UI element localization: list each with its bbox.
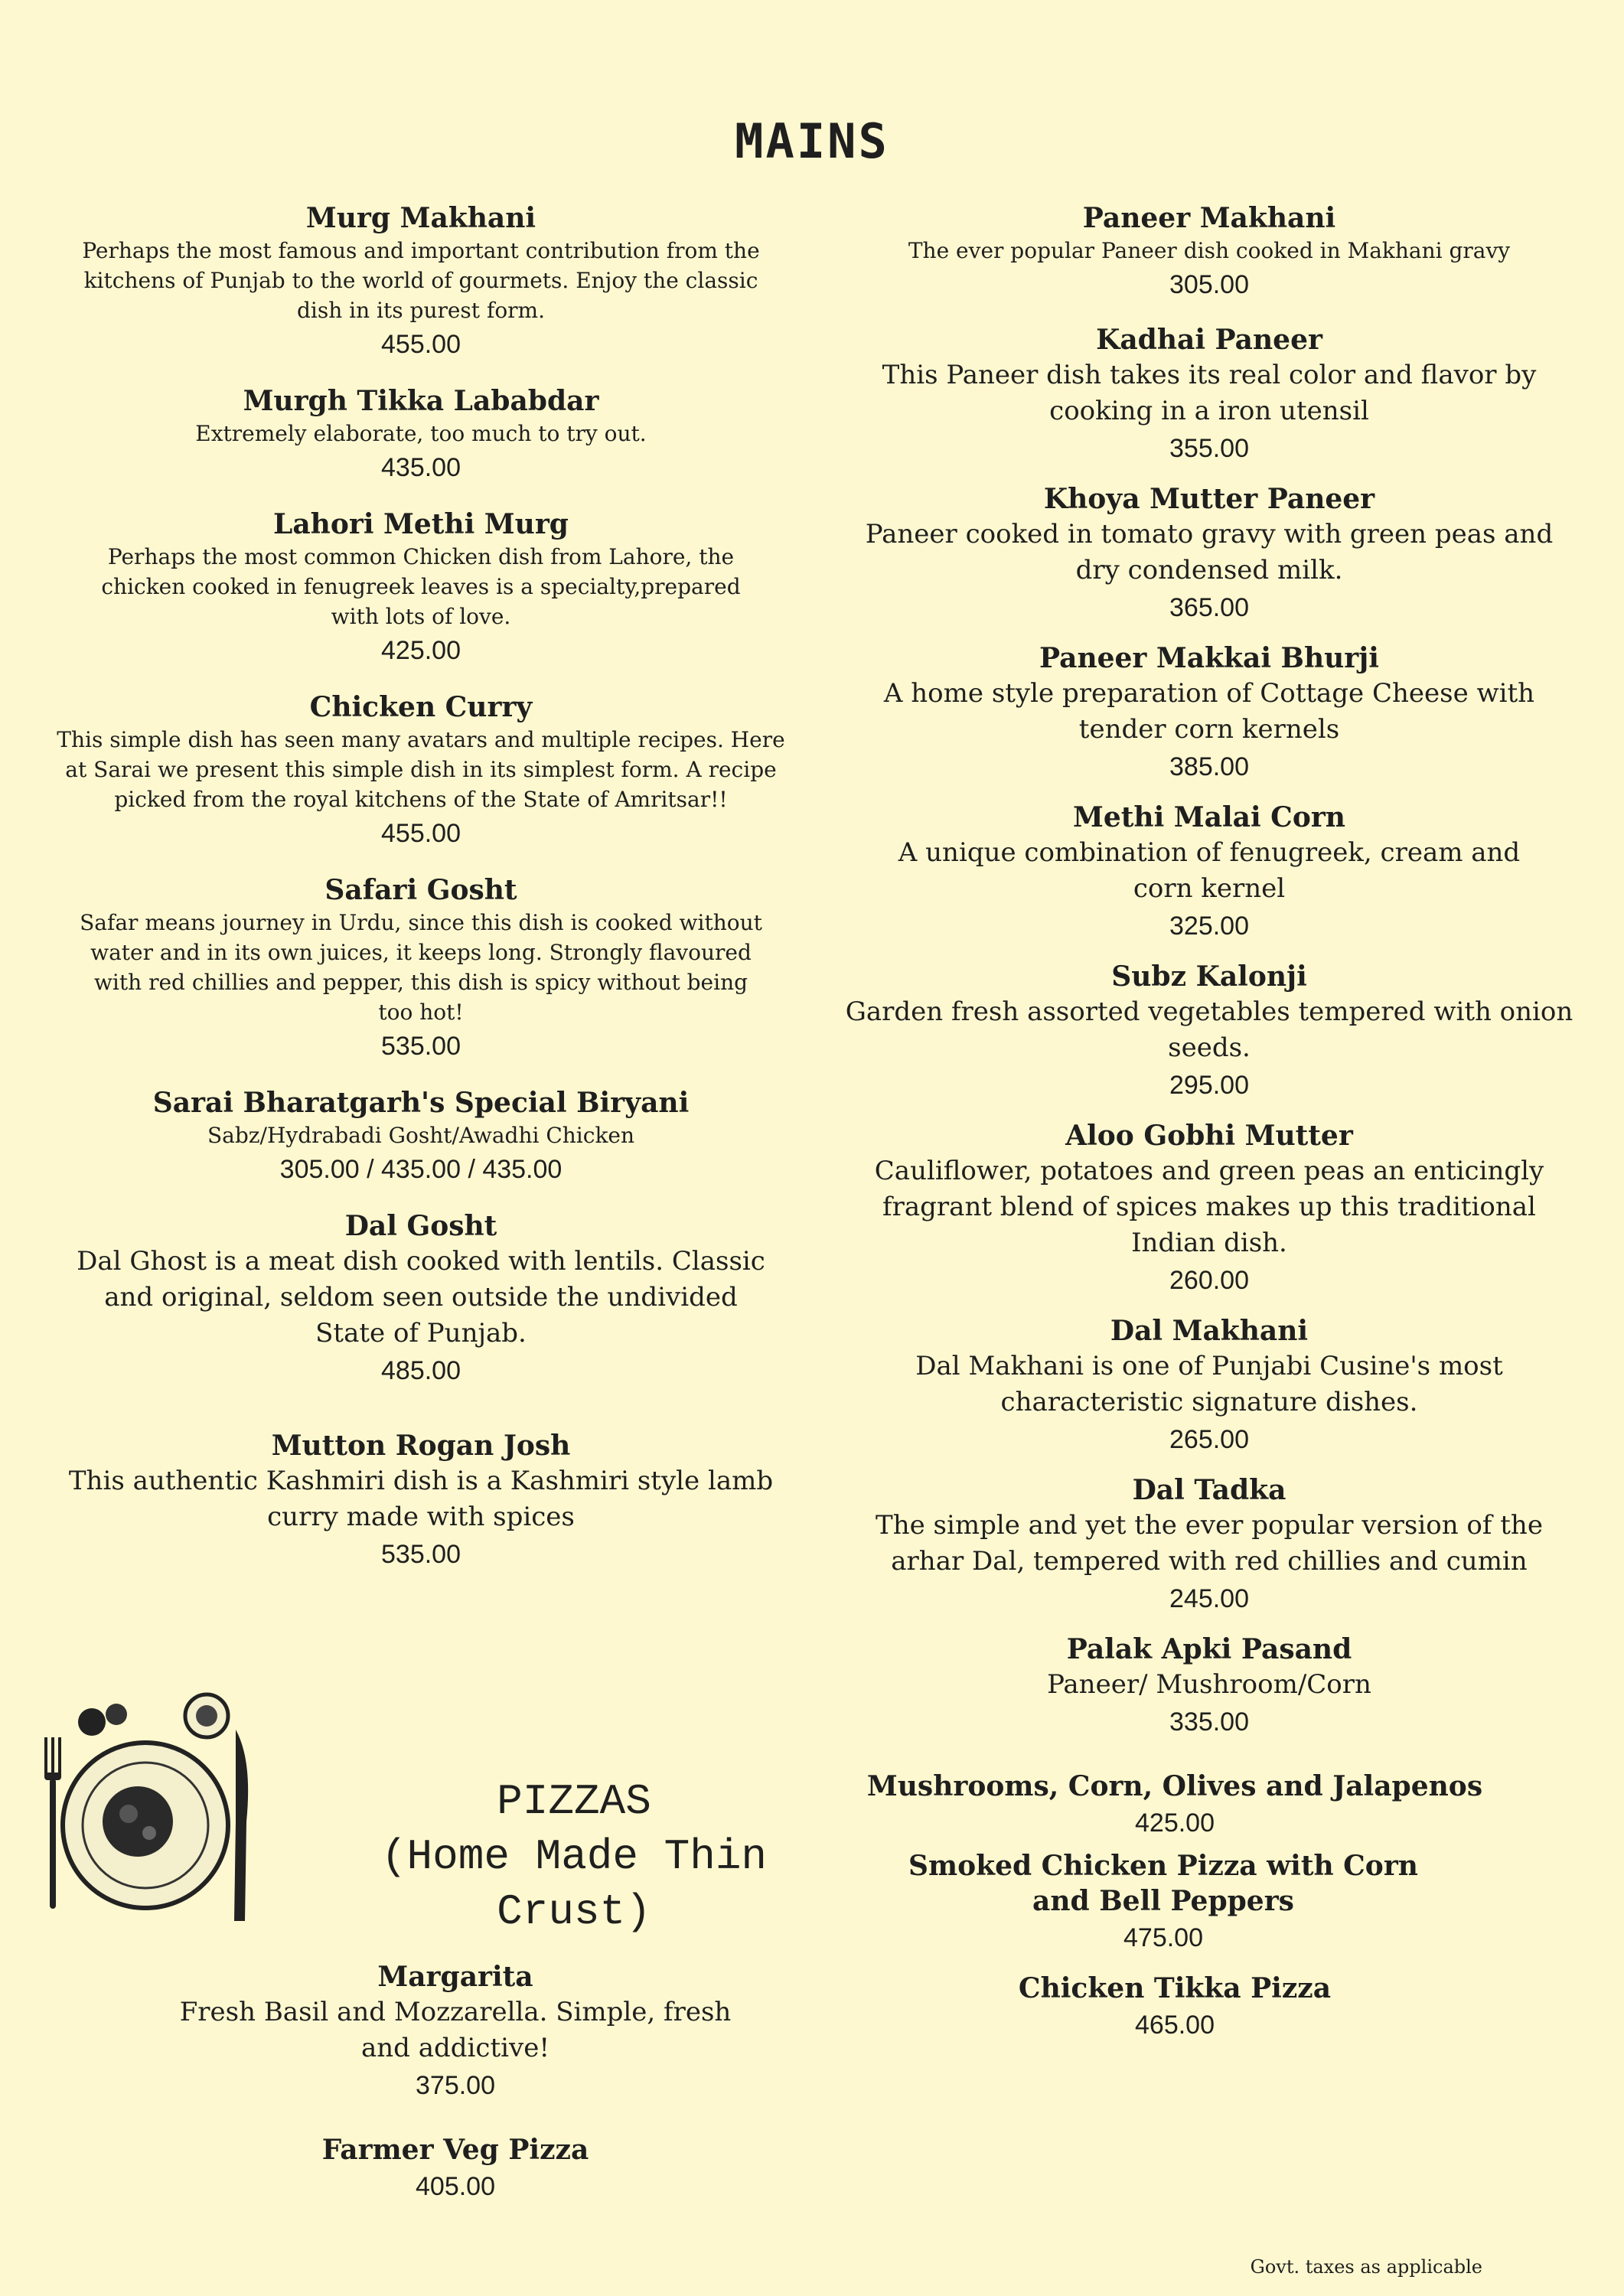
item-price: 385.00 <box>1169 752 1249 781</box>
item-description: Perhaps the most famous and important contribution from the kitchens of Punjab to the world of gourmets. Enjoy the classic dish in its purest form. <box>82 238 760 323</box>
item-name: Kadhai Paneer <box>1096 324 1322 356</box>
item-price: 465.00 <box>1135 2011 1215 2040</box>
menu-item <box>46 1085 796 1189</box>
item-name: Palak Apki Pasand <box>1066 1633 1352 1665</box>
item-price: 535.00 <box>381 1540 461 1569</box>
item-description: Extremely elaborate, too much to try out. <box>195 421 647 446</box>
item-name: Subz Kalonji <box>1111 960 1307 993</box>
item-price: 325.00 <box>1169 912 1249 941</box>
menu-item <box>842 1848 1577 1957</box>
menu-item <box>842 1313 1577 1459</box>
menu-item <box>842 201 1577 304</box>
item-name: Khoya Mutter Paneer <box>1043 483 1375 515</box>
item-description: Safar means journey in Urdu, since this dish is cooked without water and in its own juices, it keeps long. Strongly flavoured with red chillies and pepper, this dish is spicy without being too hot! <box>80 910 762 1025</box>
menu-item <box>46 1428 796 1574</box>
item-price: 485.00 <box>381 1356 461 1385</box>
item-price: 335.00 <box>1169 1707 1249 1737</box>
menu-item <box>122 2132 788 2206</box>
item-description: Paneer cooked in tomato gravy with green peas and dry condensed milk. <box>865 519 1554 585</box>
item-price: 535.00 <box>381 1032 461 1061</box>
item-name: Aloo Gobhi Mutter <box>1065 1120 1353 1152</box>
menu-item <box>842 481 1577 627</box>
item-price: 365.00 <box>1169 593 1249 622</box>
item-name: Chicken Tikka Pizza <box>1018 1972 1332 2004</box>
item-name: Smoked Chicken Pizza with Corn and Bell Peppers <box>908 1850 1418 1917</box>
item-price: 245.00 <box>1169 1584 1249 1613</box>
right-menu-column <box>842 201 1577 2044</box>
item-name: Farmer Veg Pizza <box>321 2134 589 2166</box>
item-name: Dal Makhani <box>1110 1315 1309 1347</box>
item-name: Paneer Makhani <box>1082 202 1336 234</box>
menu-item <box>842 959 1577 1104</box>
menu-item <box>842 1118 1577 1300</box>
item-price: 305.00 / 435.00 / 435.00 <box>279 1155 563 1184</box>
item-description: This simple dish has seen many avatars and multiple recipes. Here at Sarai we present this simple dish in its simplest form. A recipe picked from the royal kitchens of the State of Amritsar!! <box>57 727 785 812</box>
menu-item <box>842 800 1577 945</box>
pizza-list-left <box>122 1959 788 2206</box>
item-price: 355.00 <box>1169 434 1249 463</box>
item-price: 305.00 <box>1169 270 1249 299</box>
item-price: 455.00 <box>381 819 461 848</box>
menu-item <box>842 1632 1577 1741</box>
item-price: 425.00 <box>381 636 461 665</box>
item-description: Sabz/Hydrabadi Gosht/Awadhi Chicken <box>207 1123 635 1148</box>
pizzas-heading-line1: PIZZAS <box>497 1777 651 1826</box>
menu-item <box>842 322 1577 468</box>
item-name: Murgh Tikka Lababdar <box>243 385 599 417</box>
item-description: A unique combination of fenugreek, cream and corn kernel <box>898 837 1521 904</box>
item-name: Chicken Curry <box>309 691 533 723</box>
item-description: Fresh Basil and Mozzarella. Simple, fresh and addictive! <box>179 1997 732 2063</box>
item-description: Dal Makhani is one of Punjabi Cusine's most characteristic signature dishes. <box>915 1351 1503 1417</box>
item-description: Garden fresh assorted vegetables tempered with onion seeds. <box>845 996 1573 1063</box>
item-price: 295.00 <box>1169 1071 1249 1100</box>
pizzas-heading-line2: (Home Made Thin Crust) <box>380 1832 768 1936</box>
menu-item <box>46 383 796 487</box>
item-name: Mushrooms, Corn, Olives and Jalapenos <box>866 1770 1483 1802</box>
item-name: Dal Tadka <box>1132 1474 1286 1506</box>
item-description: Perhaps the most common Chicken dish from Lahore, the chicken cooked in fenugreek leaves is a specialty,prepared with lots of love. <box>101 544 741 629</box>
item-name: Methi Malai Corn <box>1073 801 1345 833</box>
item-description: Dal Ghost is a meat dish cooked with lentils. Classic and original, seldom seen outside the undivided State of Punjab. <box>77 1246 765 1349</box>
item-description: The ever popular Paneer dish cooked in Makhani gravy <box>908 238 1511 263</box>
item-price: 425.00 <box>1135 1808 1215 1838</box>
item-price: 475.00 <box>1123 1923 1203 1952</box>
item-description: Cauliflower, potatoes and green peas an enticingly fragrant blend of spices makes up this traditional Indian dish. <box>874 1156 1544 1258</box>
item-description: The simple and yet the ever popular version of the arhar Dal, tempered with red chillies and cumin <box>876 1510 1543 1577</box>
item-name: Sarai Bharatgarh's Special Biryani <box>152 1087 690 1119</box>
menu-item <box>122 1959 788 2105</box>
tax-footnote: Govt. taxes as applicable <box>1250 2256 1482 2278</box>
item-name: Mutton Rogan Josh <box>271 1430 571 1462</box>
item-name: Safari Gosht <box>324 874 517 906</box>
item-price: 375.00 <box>416 2071 495 2100</box>
plate-illustration-icon <box>31 1691 260 1936</box>
menu-item <box>46 1208 796 1390</box>
left-menu-column <box>46 201 796 1574</box>
menu-item <box>46 507 796 670</box>
item-price: 405.00 <box>416 2172 495 2201</box>
pizzas-heading <box>306 1774 842 1939</box>
menu-item <box>842 641 1577 786</box>
item-price: 265.00 <box>1169 1425 1249 1454</box>
menu-item <box>46 872 796 1065</box>
item-price: 455.00 <box>381 330 461 359</box>
item-description: Paneer/ Mushroom/Corn <box>1047 1669 1371 1700</box>
page-title: MAINS <box>735 113 889 169</box>
item-description: A home style preparation of Cottage Cheese with tender corn kernels <box>883 678 1535 745</box>
item-price: 260.00 <box>1169 1266 1249 1295</box>
menu-item <box>842 1473 1577 1618</box>
item-description: This authentic Kashmiri dish is a Kashmiri style lamb curry made with spices <box>68 1466 774 1532</box>
menu-item <box>46 690 796 853</box>
menu-item <box>842 1769 1577 1842</box>
item-name: Paneer Makkai Bhurji <box>1039 642 1379 674</box>
item-name: Murg Makhani <box>305 202 536 234</box>
item-price: 435.00 <box>381 453 461 482</box>
item-name: Margarita <box>377 1961 533 1993</box>
menu-item <box>842 1971 1577 2044</box>
item-name: Lahori Methi Murg <box>273 508 569 540</box>
menu-item <box>46 201 796 364</box>
item-description: This Paneer dish takes its real color and flavor by cooking in a iron utensil <box>882 360 1537 426</box>
item-name: Dal Gosht <box>344 1210 497 1242</box>
